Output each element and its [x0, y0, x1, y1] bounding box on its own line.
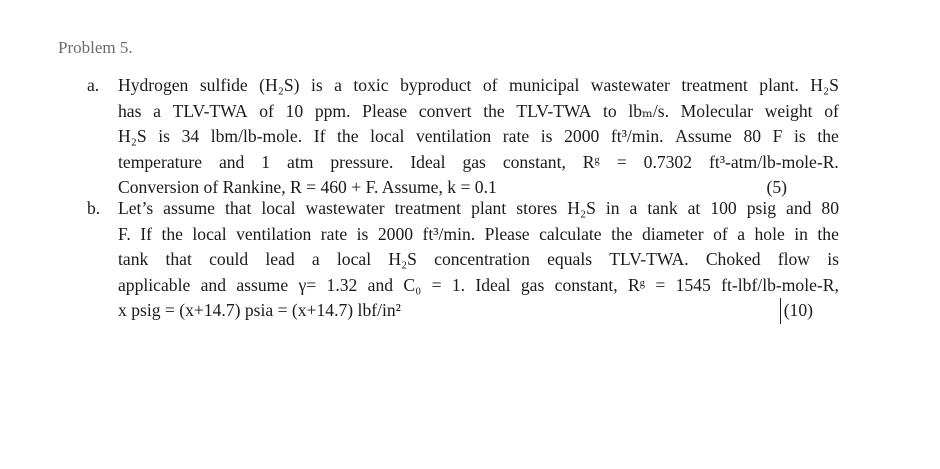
- part-a-line-5-text: Conversion of Rankine, R = 460 + F. Assume, k = 0.1: [118, 177, 497, 197]
- part-b-line-4: applicable and assume γ= 1.32 and C₀ = 1. Ideal gas constant, Rᵍ = 1545 ft-lbf/lb-mole-R,: [118, 274, 839, 295]
- problem-title: Problem 5.: [58, 38, 133, 57]
- problem-part-b: [87, 196, 839, 324]
- part-b-line-5: [118, 298, 839, 324]
- part-b-line-1: Let’s assume that local wastewater treatment plant stores H₂S in a tank at 100 psig and 80: [118, 198, 839, 218]
- part-b-line-2: F. If the local ventilation rate is 2000 ft³/min. Please calculate the diameter of a hole in the: [118, 223, 839, 244]
- part-b-points: (10): [780, 298, 813, 324]
- part-b-label: b.: [87, 198, 101, 218]
- part-a-line-1: Hydrogen sulfide (H₂S) is a toxic byproduct of municipal wastewater treatment plant. H₂S: [118, 75, 839, 95]
- part-a-line-3: H₂S is 34 lbm/lb-mole. If the local ventilation rate is 2000 ft³/min. Assume 80 F is the: [118, 126, 839, 146]
- part-b-line-5-text: x psig = (x+14.7) psia = (x+14.7) lbf/in²: [118, 300, 401, 320]
- problem-part-a: [87, 73, 839, 201]
- part-a-points: (5): [766, 177, 787, 197]
- part-b-line-3: tank that could lead a local H₂S concentration equals TLV-TWA. Choked flow is: [118, 249, 839, 269]
- part-a-label: a.: [87, 75, 100, 95]
- part-a-line-4: temperature and 1 atm pressure. Ideal gas constant, Rᵍ = 0.7302 ft³-atm/lb-mole-R.: [118, 151, 839, 172]
- part-a-line-2: has a TLV-TWA of 10 ppm. Please convert the TLV-TWA to lbₘ/s. Molecular weight of: [118, 100, 839, 121]
